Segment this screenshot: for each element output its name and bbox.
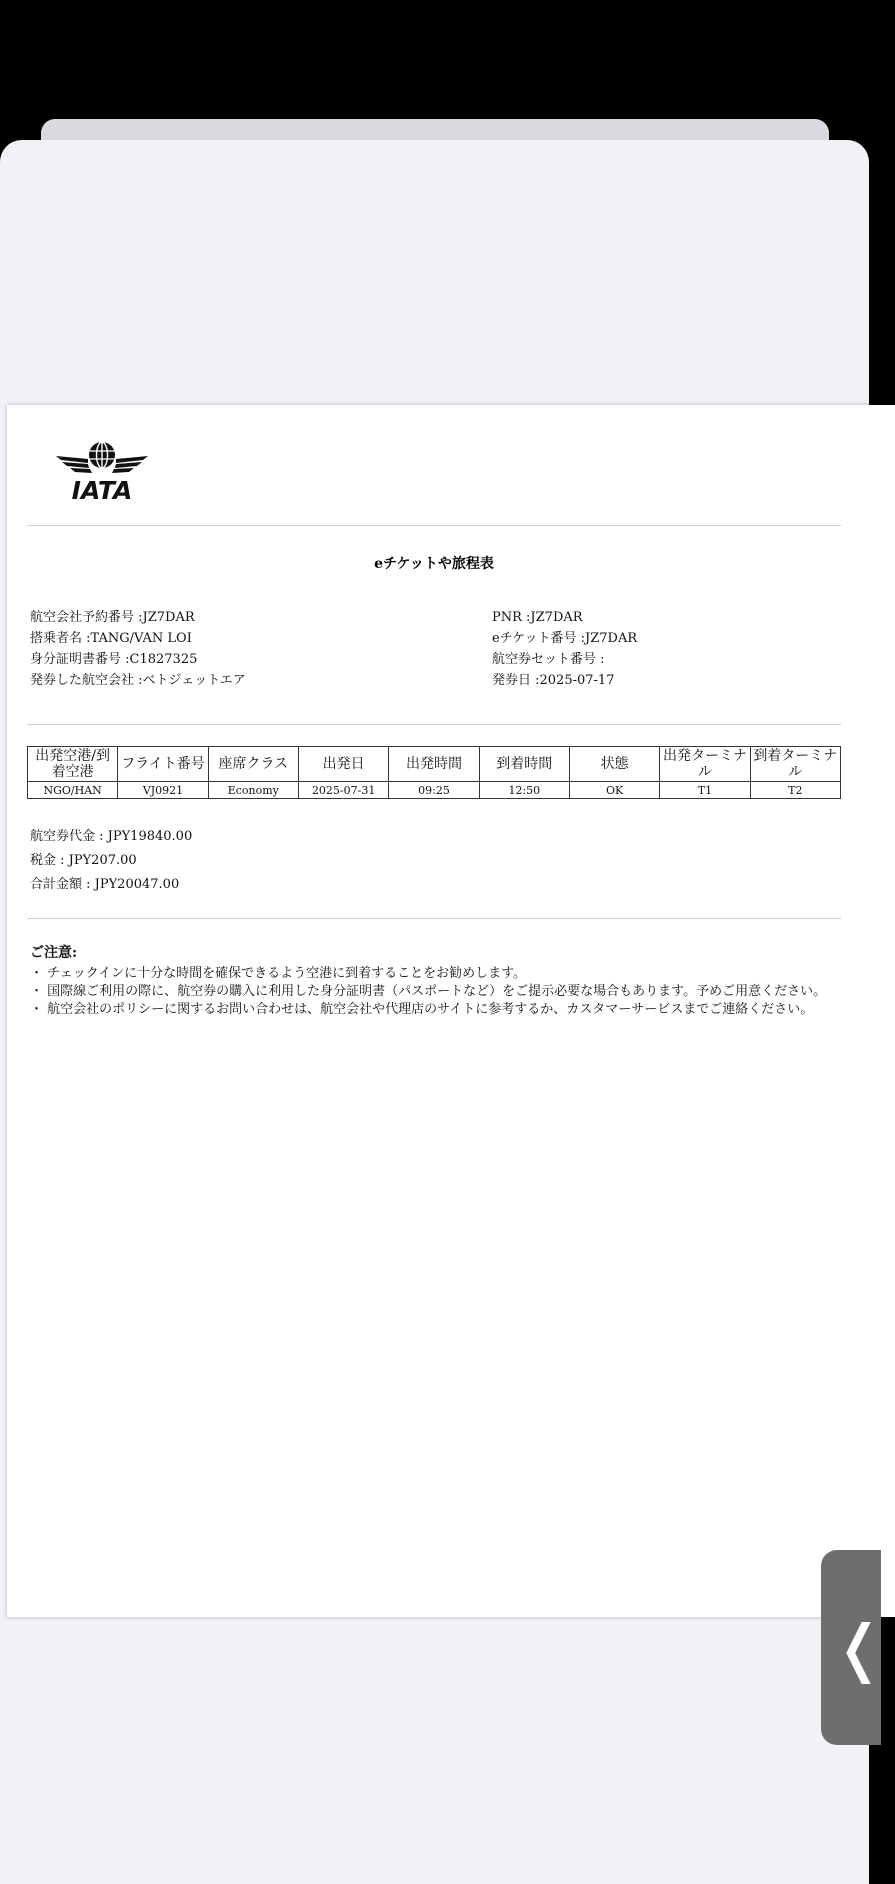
departure-time-cell: 09:25 bbox=[389, 782, 479, 799]
pnr: PNR :JZ7DAR bbox=[492, 610, 583, 625]
booking-info-right bbox=[492, 607, 637, 691]
fare-amount: 航空券代金 : JPY19840.00 bbox=[30, 829, 193, 844]
flight-table bbox=[27, 746, 841, 799]
arrival-time-cell: 12:50 bbox=[479, 782, 569, 799]
issue-date: 発券日 :2025-07-17 bbox=[492, 673, 615, 688]
divider bbox=[27, 724, 841, 725]
note-item: ・ 国際線ご利用の際に、航空券の購入に利用した身分証明書（パスポートなど）をご提示必要な場合もあります。予めご用意ください。 bbox=[30, 984, 827, 999]
passenger-name: 搭乗者名 :TANG/VAN LOI bbox=[30, 631, 192, 646]
col-status: 状態 bbox=[569, 747, 659, 782]
notes-title: ご注意: bbox=[30, 945, 78, 961]
col-departure-date: 出発日 bbox=[298, 747, 388, 782]
document-title: eチケットや旅程表 bbox=[374, 556, 494, 572]
chevron-left-icon: ❬ bbox=[833, 1611, 885, 1684]
airline-booking-number: 航空会社予約番号 :JZ7DAR bbox=[30, 610, 195, 625]
arrival-terminal-cell: T2 bbox=[750, 782, 840, 799]
divider bbox=[27, 918, 841, 919]
col-arrival-terminal: 到着ターミナル bbox=[750, 747, 840, 782]
col-departure-terminal: 出発ターミナル bbox=[660, 747, 750, 782]
departure-date-cell: 2025-07-31 bbox=[298, 782, 388, 799]
id-document-number: 身分証明書番号 :C1827325 bbox=[30, 652, 198, 667]
departure-terminal-cell: T1 bbox=[660, 782, 750, 799]
note-item: ・ チェックインに十分な時間を確保できるよう空港に到着することをお勧めします。 bbox=[30, 966, 527, 981]
table-row bbox=[28, 782, 841, 799]
ticket-page bbox=[7, 405, 895, 1617]
flight-number-cell: VJ0921 bbox=[118, 782, 208, 799]
iata-logo bbox=[52, 435, 152, 507]
status-cell: OK bbox=[569, 782, 659, 799]
route-cell: NGO/HAN bbox=[28, 782, 118, 799]
side-panel-handle[interactable] bbox=[821, 1550, 885, 1745]
booking-info-left bbox=[30, 607, 246, 691]
price-summary bbox=[30, 825, 192, 897]
eticket-number: eチケット番号 :JZ7DAR bbox=[492, 631, 638, 646]
col-route: 出発空港/到着空港 bbox=[28, 747, 118, 782]
globe-wings-icon bbox=[56, 442, 148, 473]
col-seat-class: 座席クラス bbox=[208, 747, 298, 782]
col-flight-number: フライト番号 bbox=[118, 747, 208, 782]
note-item: ・ 航空会社のポリシーに関するお問い合わせは、航空会社や代理店のサイトに参考するか、カスタマーサービスまでご連絡ください。 bbox=[30, 1002, 814, 1017]
seat-class-cell: Economy bbox=[208, 782, 298, 799]
col-departure-time: 出発時間 bbox=[389, 747, 479, 782]
flight-table-header bbox=[28, 747, 841, 782]
iata-logo-text: IATA bbox=[71, 476, 133, 505]
tax-amount: 税金 : JPY207.00 bbox=[30, 853, 137, 868]
issuing-airline: 発券した航空会社 :ベトジェットエア bbox=[30, 673, 246, 688]
divider bbox=[27, 525, 841, 526]
ticket-set-number: 航空券セット番号 : bbox=[492, 652, 605, 667]
notes-section bbox=[30, 942, 842, 1020]
col-arrival-time: 到着時間 bbox=[479, 747, 569, 782]
total-amount: 合計金額 : JPY20047.00 bbox=[30, 877, 180, 892]
